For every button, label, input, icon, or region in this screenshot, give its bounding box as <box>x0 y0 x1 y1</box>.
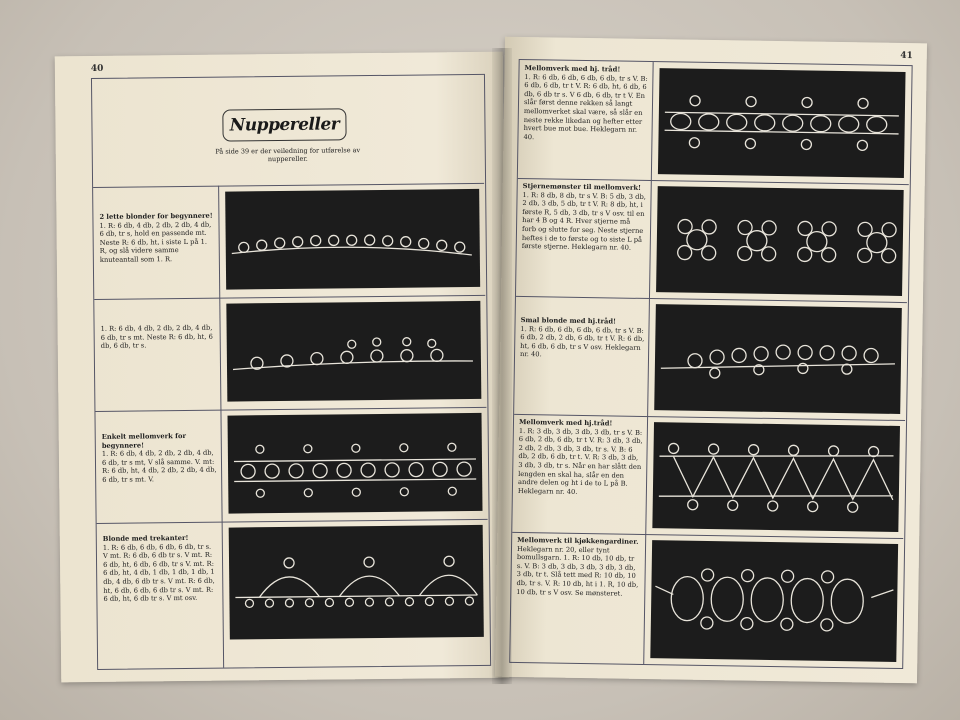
pattern-instructions <box>93 186 220 299</box>
left-page <box>55 52 510 683</box>
pattern-instructions <box>94 298 221 411</box>
lace-photo <box>650 540 898 662</box>
lace-photo <box>656 186 904 296</box>
right-page-frame <box>509 59 912 669</box>
pattern-text: 1. R: 6 db, 4 db, 2 db, 2 db, 4 db, 6 db, tr s mt, V slå samme. V. mt: R: 6 db, ht, 4 db, 2 db, 2 db, 4 db, 6 db, tr s mt. V. <box>101 448 217 484</box>
lace-photo <box>652 422 900 532</box>
pattern-heading: Mellomverk til kjøkkengardiner. <box>517 535 639 546</box>
page-number: 40 <box>90 63 104 74</box>
pattern-row <box>94 295 486 412</box>
lace-photo <box>228 413 483 514</box>
pattern-heading: Mellomverk med hj.tråd! <box>518 417 613 428</box>
pattern-text: 1. R: 6 db, 6 db, 6 db, 6 db, tr s V. B: 6 db, 6 db, tr t V. R: 6 db, ht, 6 db, 6 db, 6 db tr s. V 6 db, 6 db, tr t V. En slår først denne rekken så langt mellomverket skal være, så slår en neste rekke likedan og hefter etter hvert bue mot bue. Heklegarn nr. 40. <box>523 72 648 141</box>
right-page <box>495 37 927 684</box>
lace-photo <box>654 304 902 414</box>
pattern-row <box>97 519 490 669</box>
pattern-text: 1. R: 6 db, 6 db, 6 db, 6 db, tr s V. B: 6 db, 2 db, 2 db, 6 db, tr t V. R: 6 db, ht, 6 db, 6 db, tr s V osv. Heklegarn nr. 40. <box>520 324 645 359</box>
pattern-row <box>512 414 905 539</box>
pattern-row <box>93 183 485 300</box>
pattern-instructions <box>510 532 646 664</box>
pattern-row <box>514 296 907 421</box>
pattern-row <box>510 532 903 668</box>
title-section <box>92 75 484 188</box>
pattern-text: 1. R: 8 db, 8 db, tr s V. B: 5 db, 3 db, 2 db, 3 db, 5 db, tr t V. R: 8 db, ht, i første R, 5 db, 3 db, tr s V osv. til en har 4 B og 4 R. Hver stjerne må forb og slutte for seg. Neste stjerne heftes i de to første og to siste L på første stjerne. Heklegarn nr. 40. <box>521 190 646 252</box>
title-badge <box>222 108 346 141</box>
pattern-heading: Smal blonde med hj.tråd! <box>520 316 617 326</box>
lace-photo <box>226 301 481 402</box>
pattern-instructions <box>512 414 648 534</box>
pattern-row <box>518 60 911 185</box>
pattern-instructions <box>518 60 654 180</box>
pattern-text: Heklegarn nr. 20, eller tynt bomullsgarn. 1. R: 10 db, 10 db, tr s. V. B: 3 db, 3 db, 3 db, 3 db, 3 db, 3 db, tr t. Slå tett med R: 10 db, 10 db, tr s. V. R: 10 db, ht i 1. R, 10 db, 10 db, tr s V osv. Se mønsteret. <box>516 544 639 598</box>
pattern-heading: Mellomverk med hj. tråd! <box>524 64 621 74</box>
pattern-heading: 2 lette blonder for begynnere! <box>99 211 213 221</box>
pattern-row <box>95 407 487 524</box>
pattern-instructions <box>516 178 652 298</box>
left-page-frame <box>91 74 491 670</box>
pattern-heading <box>100 302 215 303</box>
intro-text: På side 39 er der veiledning for utførelse av nuppereller. <box>215 146 361 164</box>
lace-photo <box>225 189 480 290</box>
pattern-text: 1. R: 6 db, 6 db, 6 db, 6 db, tr s. V mt. R: 6 db, 6 db tr s. V mt. R: 6 db, ht, 6 db, 6 db, tr s V. mt. R: 6 db, ht, 4 db, 1 db, 1 db, 1 db, 1 db, 4 db, 6 db tr s. V mt. R: 6 db, ht, 6 db, 6 db, 6 db tr s. V mt. R: 6 db, ht, 6 db tr s. V mt osv. <box>102 542 215 604</box>
page-title: Nuppereller <box>229 114 340 136</box>
book-gutter <box>492 48 512 684</box>
lace-photo <box>229 525 484 640</box>
pattern-text: 1. R: 6 db, 4 db, 2 db, 2 db, 4 db, 6 db, tr s, hold en passende mt. Neste R: 6 db, ht, i siste L på 1. R, og slå videre samme knuteantall som 1. R. <box>99 220 212 264</box>
page-number: 41 <box>900 50 913 62</box>
pattern-instructions <box>95 410 222 523</box>
pattern-instructions <box>514 296 650 416</box>
pattern-instructions <box>97 522 225 669</box>
pattern-text: 1. R: 6 db, 4 db, 2 db, 2 db, 4 db, 6 db, tr s mt. Neste R: 6 db, ht, 6 db, 6 db, tr s. <box>100 323 213 351</box>
pattern-heading: Blonde med trekanter! <box>102 533 189 543</box>
lace-photo <box>658 68 906 178</box>
pattern-row <box>516 178 909 303</box>
pattern-heading: Stjernemønster til mellomverk! <box>522 182 642 192</box>
pattern-text: 1. R: 3 db, 3 db, 3 db, 3 db, tr s V. B: 6 db, 2 db, 6 db, tr t V. R: 3 db, 3 db, 2 db, 2 db, 3 db, 3 db, tr s. V. B: 6 db, 2 db, 6 db, tr t. V. R: 3 db, 3 db, 3 db, 3 db, tr s. Når en har slått den lengden en skal ha, slår en den andre delen og ht i de to L på B. Heklegarn nr. 40. <box>517 426 643 496</box>
pattern-heading: Enkelt mellomverk for begynnere! <box>101 432 187 450</box>
